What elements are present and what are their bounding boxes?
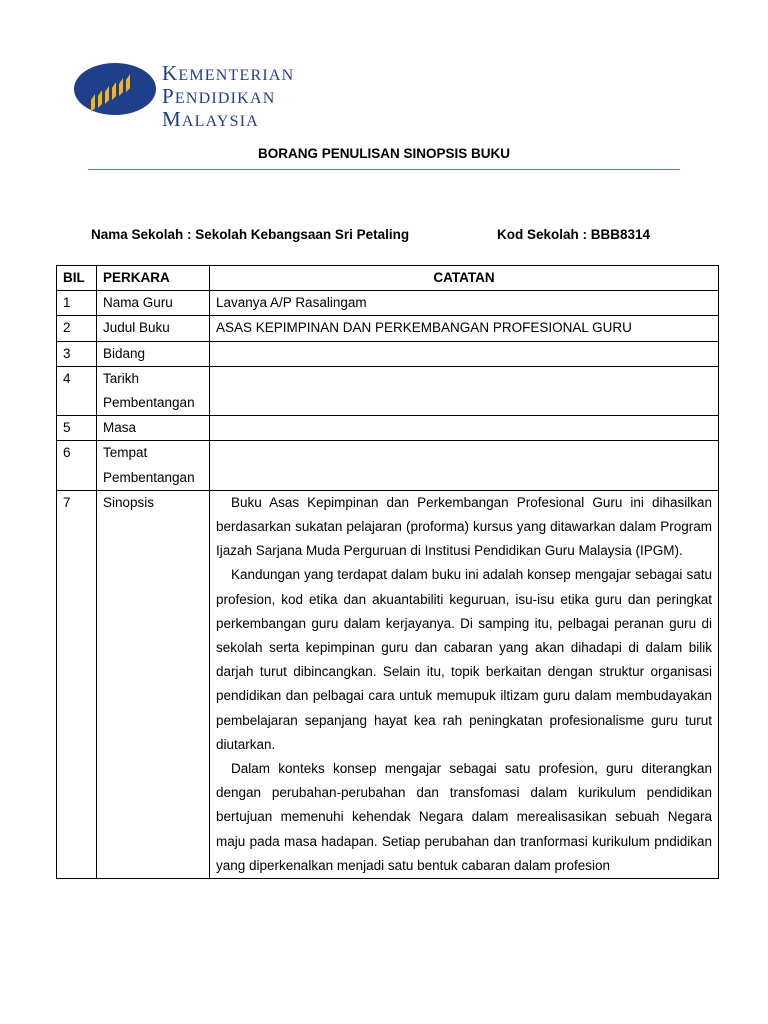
row-item: Nama Guru <box>97 291 210 316</box>
row-item: Tarikh Pembentangan <box>97 366 210 415</box>
table-row <box>57 490 719 878</box>
table-row <box>57 416 719 441</box>
synopsis-paragraph: Dalam konteks konsep mengajar sebagai satu profesion, guru diterangkan dengan perubahan-perubahan dan transfomasi dalam kurikulum pendidikan bertujuan memenuhi kehendak Negara dalam merealisasikan sebuah Negara maju pada masa hadapan. Setiap perubahan dan tranformasi kurikulum pndidikan yang diperkenalkan menjadi satu bentuk cabaran dalam profesion <box>216 761 712 873</box>
row-number: 4 <box>57 366 97 415</box>
school-name: Nama Sekolah : Sekolah Kebangsaan Sri Petaling <box>91 227 410 242</box>
row-number: 2 <box>57 316 97 341</box>
logo-line-3: MALAYSIA <box>162 107 260 131</box>
school-code: Kod Sekolah : BBB8314 <box>497 227 651 242</box>
header-catatan: CATATAN <box>210 266 719 291</box>
row-number: 7 <box>57 490 97 878</box>
logo-line-1: KEMENTERIAN <box>162 61 295 85</box>
row-note <box>210 441 719 490</box>
logo-line-2: PENDIDIKAN <box>162 84 276 108</box>
header-perkara: PERKARA <box>97 266 210 291</box>
row-note: Lavanya A/P Rasalingam <box>210 291 719 316</box>
title-underline <box>88 169 680 170</box>
row-item: Judul Buku <box>97 316 210 341</box>
row-note: ASAS KEPIMPINAN DAN PERKEMBANGAN PROFESIONAL GURU <box>210 316 719 341</box>
table-row <box>57 341 719 366</box>
row-item: Tempat Pembentangan <box>97 441 210 490</box>
synopsis-table <box>56 265 719 879</box>
row-item: Masa <box>97 416 210 441</box>
synopsis-paragraph: Buku Asas Kepimpinan dan Perkembangan Profesional Guru ini dihasilkan berdasarkan sukatan pelajaran (proforma) kursus yang ditawarkan dalam Program Ijazah Sarjana Muda Perguruan di Institusi Pendidikan Guru Malaysia (IPGM). <box>216 494 712 559</box>
table-row <box>57 441 719 490</box>
row-note <box>210 366 719 415</box>
row-item: Bidang <box>97 341 210 366</box>
row-note <box>210 416 719 441</box>
table-row <box>57 316 719 341</box>
row-number: 6 <box>57 441 97 490</box>
logo-wordmark <box>162 63 294 132</box>
row-item: Sinopsis <box>97 490 210 878</box>
row-number: 3 <box>57 341 97 366</box>
table-header-row <box>57 266 719 291</box>
form-title: BORANG PENULISAN SINOPSIS BUKU <box>257 146 511 161</box>
table-row <box>57 291 719 316</box>
synopsis-cell <box>210 490 719 878</box>
synopsis-paragraph: Kandungan yang terdapat dalam buku ini adalah konsep mengajar sebagai satu profesion, kod etika dan akuantabiliti keguruan, isu-isu etika guru dan peringkat perkembangan guru dalam kerjayanya. Di samping itu, pelbagai peranan guru di sekolah serta kepimpinan guru dan cabaran yang akan dihadapi di dalam bilik darjah turut dibincangkan. Selain itu, topik berkaitan dengan struktur organisasi pendidikan dan pelbagai cara untuk memupuk iltizam guru dalam membudayakan pembelajaran sepanjang hayat kea rah peningkatan profesionalisme guru turut diutarkan. <box>216 567 712 752</box>
table-row <box>57 366 719 415</box>
row-note <box>210 341 719 366</box>
row-number: 1 <box>57 291 97 316</box>
row-number: 5 <box>57 416 97 441</box>
header-bil: BIL <box>57 266 97 291</box>
